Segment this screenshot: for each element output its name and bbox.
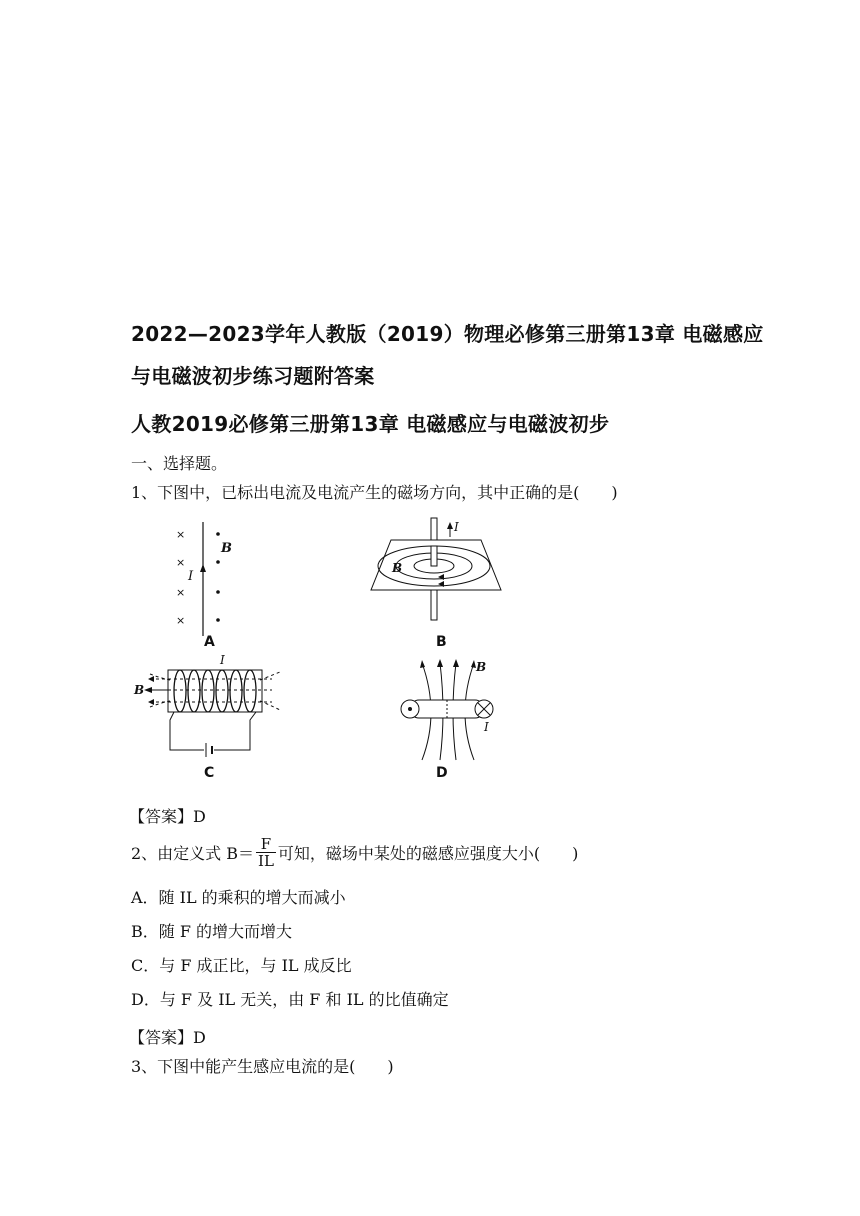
formula-fraction [256,836,276,869]
question-3-text: 3、下图中能产生感应电流的是( ) [131,1057,394,1076]
figure-c-solenoid [130,652,290,762]
cross-mark: × [176,586,186,599]
question-2-prefix: 2、由定义式 B＝ [131,844,255,863]
question-1-text: 1、下图中，已标出电流及电流产生的磁场方向，其中正确的是( ) [131,483,618,502]
svg-text:I: I [454,520,459,534]
figure-d-field-lines [392,655,502,765]
question-2-text [131,836,578,869]
document-title-line-1: 2022—2023学年人教版（2019）物理必修第三册第13章 电磁感应 [131,322,764,346]
svg-text:B: B [392,561,403,575]
question-2-option-a: A．随 IL 的乘积的增大而减小 [131,888,346,907]
figure-a-label: A [204,634,215,650]
figure-c-label: C [204,765,215,781]
fraction-numerator: F [256,836,276,853]
cross-mark: × [176,556,186,569]
question-2-option-b: B．随 F 的增大而增大 [131,922,293,941]
svg-text:I: I [220,653,225,667]
cross-mark: × [176,614,186,627]
document-subtitle: 人教2019必修第三册第13章 电磁感应与电磁波初步 [131,412,610,436]
svg-text:B: B [134,683,145,697]
question-2-answer: 【答案】D [129,1028,206,1047]
figure-a-straight-wire [160,518,250,653]
svg-text:I: I [188,569,194,584]
question-2-option-d: D．与 F 及 IL 无关，由 F 和 IL 的比值确定 [131,990,449,1009]
fraction-denominator: IL [258,852,274,870]
section-heading: 一、选择题。 [131,454,228,473]
svg-text:I: I [484,720,489,734]
cross-mark: × [176,528,186,541]
figure-b-wire-through-plane [366,515,516,635]
document-title-line-2: 与电磁波初步练习题附答案 [131,364,375,388]
figure-b-label: B [436,634,447,650]
svg-text:B: B [476,660,487,674]
question-2-option-c: C．与 F 成正比，与 IL 成反比 [131,956,352,975]
figure-d-label: D [436,765,448,781]
svg-text:B: B [221,541,232,556]
question-1-answer: 【答案】D [129,807,206,826]
question-2-suffix: 可知，磁场中某处的磁感应强度大小( ) [277,844,579,863]
